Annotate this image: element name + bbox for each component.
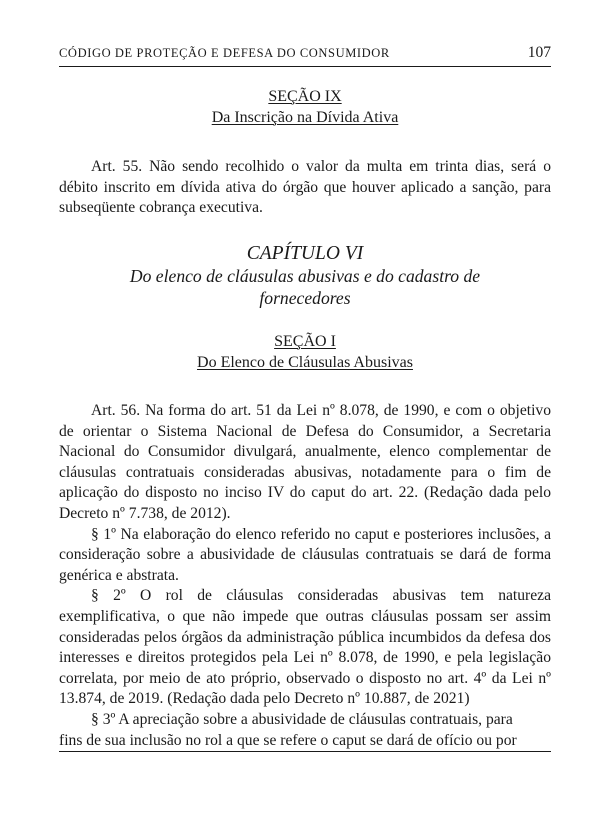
article-56-paragraph-3-line1: § 3º A apreciação sobre a abusividade de cláusulas contratuais, para — [91, 710, 513, 728]
section-i-heading — [59, 331, 551, 373]
section-i-title: SEÇÃO I — [274, 333, 336, 350]
chapter-vi-heading — [59, 242, 551, 309]
article-55-text: Art. 55. Não sendo recolhido o valor da multa em trinta dias, será o débito inscrito em dívida ativa do órgão que houver aplicado a sanção, para subseqüente cobrança executiva. — [59, 158, 551, 217]
section-ix-subtitle: Da Inscrição na Dívida Ativa — [211, 109, 399, 126]
section-ix-heading — [59, 86, 551, 128]
chapter-vi-title: CAPÍTULO VI — [246, 243, 364, 264]
article-56-caput: Art. 56. Na forma do art. 51 da Lei nº 8.078, de 1990, e com o objetivo de orientar o Sistema Nacional de Defesa do Consumidor, a Secretaria Nacional do Consumidor divulgará, anualmente, elenco complementar de cláusulas contratuais consideradas abusivas, notadamente para o fim de aplicação do disposto no inciso IV do caput do art. 22. (Redação dada pelo Decreto nº 7.738, de 2012). — [59, 402, 551, 522]
running-title: CÓDIGO DE PROTEÇÃO E DEFESA DO CONSUMIDOR — [59, 46, 390, 60]
chapter-vi-subtitle-line2: fornecedores — [259, 288, 351, 308]
chapter-vi-subtitle-line1: Do elenco de cláusulas abusivas e do cadastro de — [129, 266, 481, 286]
section-ix-title: SEÇÃO IX — [268, 88, 342, 105]
article-56-paragraph-2: § 2º O rol de cláusulas consideradas abusivas tem natureza exemplificativa, o que não impede que outras cláusulas possam ser assim consideradas pelos órgãos da administração pública incumbidos da defesa dos interesses e direitos protegidos pela Lei nº 8.078, de 1990, e pela legislação correlata, por meio de ato próprio, observado o disposto no art. 4º da Lei nº 13.874, de 2019. (Redação dada pelo Decreto nº 10.887, de 2021) — [59, 587, 551, 708]
article-56-paragraph-3-line2: fins de sua inclusão no rol a que se refere o caput se dará de ofício ou por — [59, 731, 551, 753]
section-i-subtitle: Do Elenco de Cláusulas Abusivas — [197, 354, 413, 371]
article-56 — [59, 401, 551, 752]
article-56-paragraph-1: § 1º Na elaboração do elenco referido no caput e posteriores inclusões, a consideração sobre a abusividade de cláusulas contratuais se dará de forma genérica e abstrata. — [59, 525, 551, 584]
running-header — [59, 44, 551, 67]
article-55 — [59, 157, 551, 219]
page-number: 107 — [527, 44, 551, 61]
